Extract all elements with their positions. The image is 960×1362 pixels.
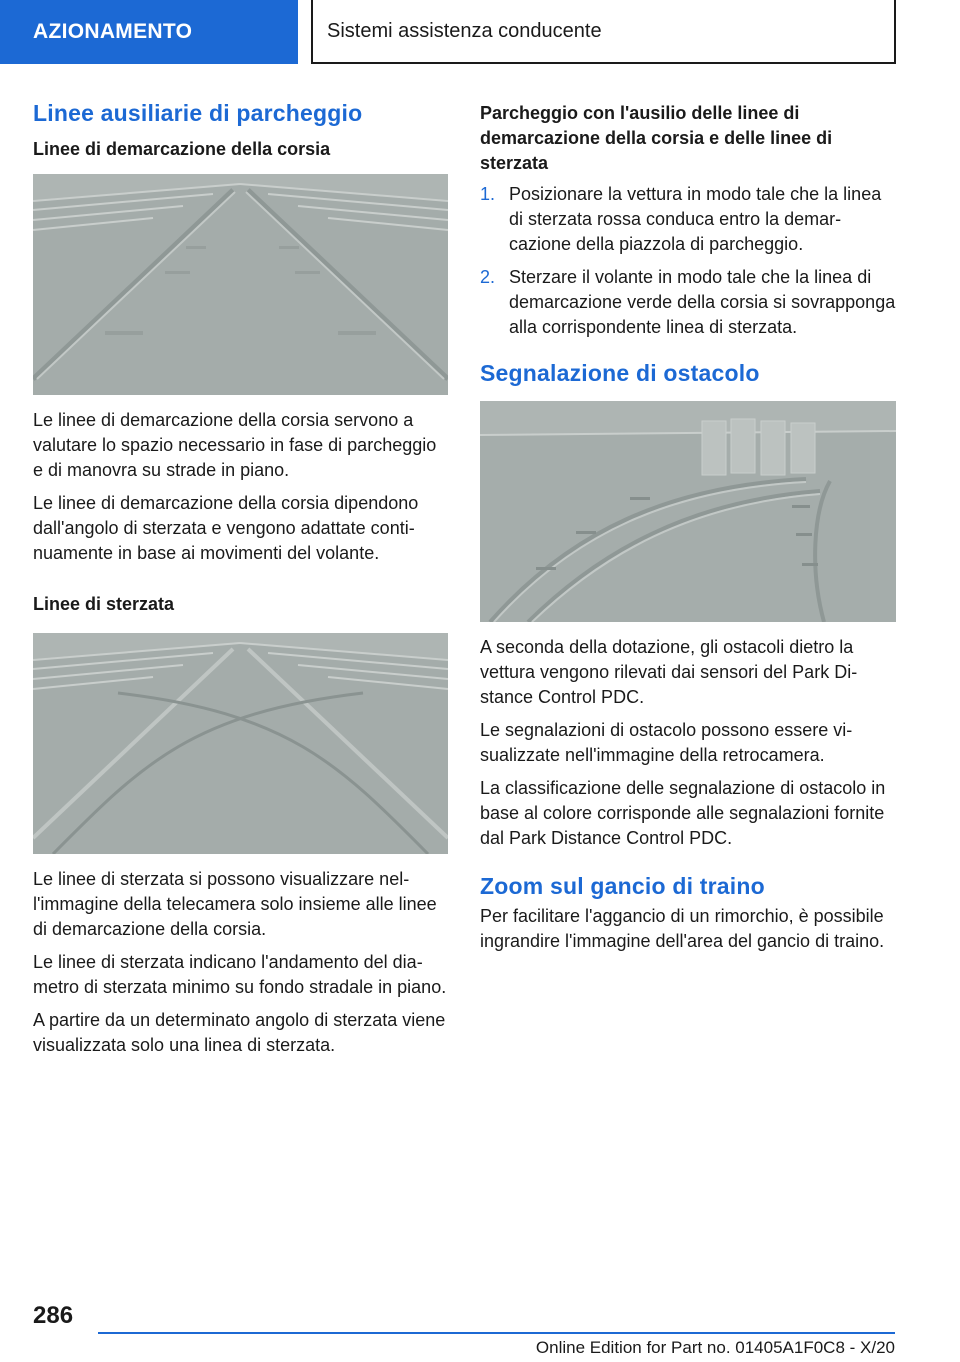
step-number: 2.: [480, 267, 496, 287]
paragraph: Le linee di sterzata si possono visualizzare nell'immagine della telecamera solo insieme alle linee di demarcazione della corsia.: [33, 869, 437, 939]
paragraph: Le linee di demarcazione della corsia dipendono dall'angolo di sterzata e vengono adattate continuamente in base ai movimenti del volante.: [33, 493, 419, 563]
obstacle-figure: [480, 401, 896, 622]
paragraph: A partire da un determinato angolo di sterzata viene visualizzata solo una linea di sterzata.: [33, 1010, 446, 1055]
step-list: [480, 182, 896, 340]
paragraph: A seconda della dotazione, gli ostacoli dietro la vettura vengono rilevati dai sensori del Park Distance Control PDC.: [480, 637, 858, 707]
step-number: 1.: [480, 184, 496, 204]
chapter-header: [311, 0, 896, 64]
chapter-title: Sistemi assistenza conducente: [327, 19, 602, 42]
footer-edition: Online Edition for Part no. 01405A1F0C8 - X/20: [535, 1338, 895, 1357]
paragraph: Le linee di demarcazione della corsia servono a valutare lo spazio necessario in fase di parcheggio e di manovra su strade in piano.: [33, 410, 437, 480]
subheading-steering-lines: Linee di sterzata: [33, 594, 175, 614]
subheading-parking-with-lines: Parcheggio con l'ausilio delle linee di demarcazione della corsia e delle linee di sterzata: [480, 103, 833, 173]
lane-lines-figure: [33, 174, 448, 395]
section-heading-obstacle: Segnalazione di ostacolo: [480, 360, 760, 386]
left-column: [33, 100, 448, 1066]
section-heading-tow-hook-zoom: Zoom sul gancio di traino: [480, 873, 765, 899]
subheading-lane-lines: Linee di demarcazione della corsia: [33, 139, 331, 159]
section-tab: [0, 0, 298, 64]
list-item: [480, 182, 896, 257]
paragraph: Le linee di sterzata indicano l'andamento del diametro di sterzata minimo su fondo stradale in piano.: [33, 952, 447, 997]
paragraph: La classificazione delle segnalazione di ostacolo in base al colore corrisponde alle segnalazioni fornite dal Park Distance Control PDC.: [480, 778, 886, 848]
paragraph: Per facilitare l'aggancio di un rimorchio, è possibile ingrandire l'immagine dell'area del gancio di traino.: [480, 906, 885, 951]
step-text: Posizionare la vettura in modo tale che la linea di sterzata rossa conduca entro la demarcazione della piazzola di parcheggio.: [509, 184, 882, 254]
section-title: AZIONAMENTO: [33, 20, 193, 43]
step-text: Sterzare il volante in modo tale che la linea di demarcazione verde della corsia si sovrapponga alla corrispondente linea di sterzata.: [509, 267, 896, 337]
footer-divider: [98, 1332, 895, 1334]
steering-lines-figure: [33, 633, 448, 854]
paragraph: Le segnalazioni di ostacolo possono essere visualizzate nell'immagine della retrocamera.: [480, 720, 853, 765]
right-column: [480, 101, 896, 962]
section-heading-parking-lines: Linee ausiliarie di parcheggio: [33, 100, 363, 126]
page-number: 286: [33, 1302, 74, 1329]
list-item: [480, 265, 896, 340]
